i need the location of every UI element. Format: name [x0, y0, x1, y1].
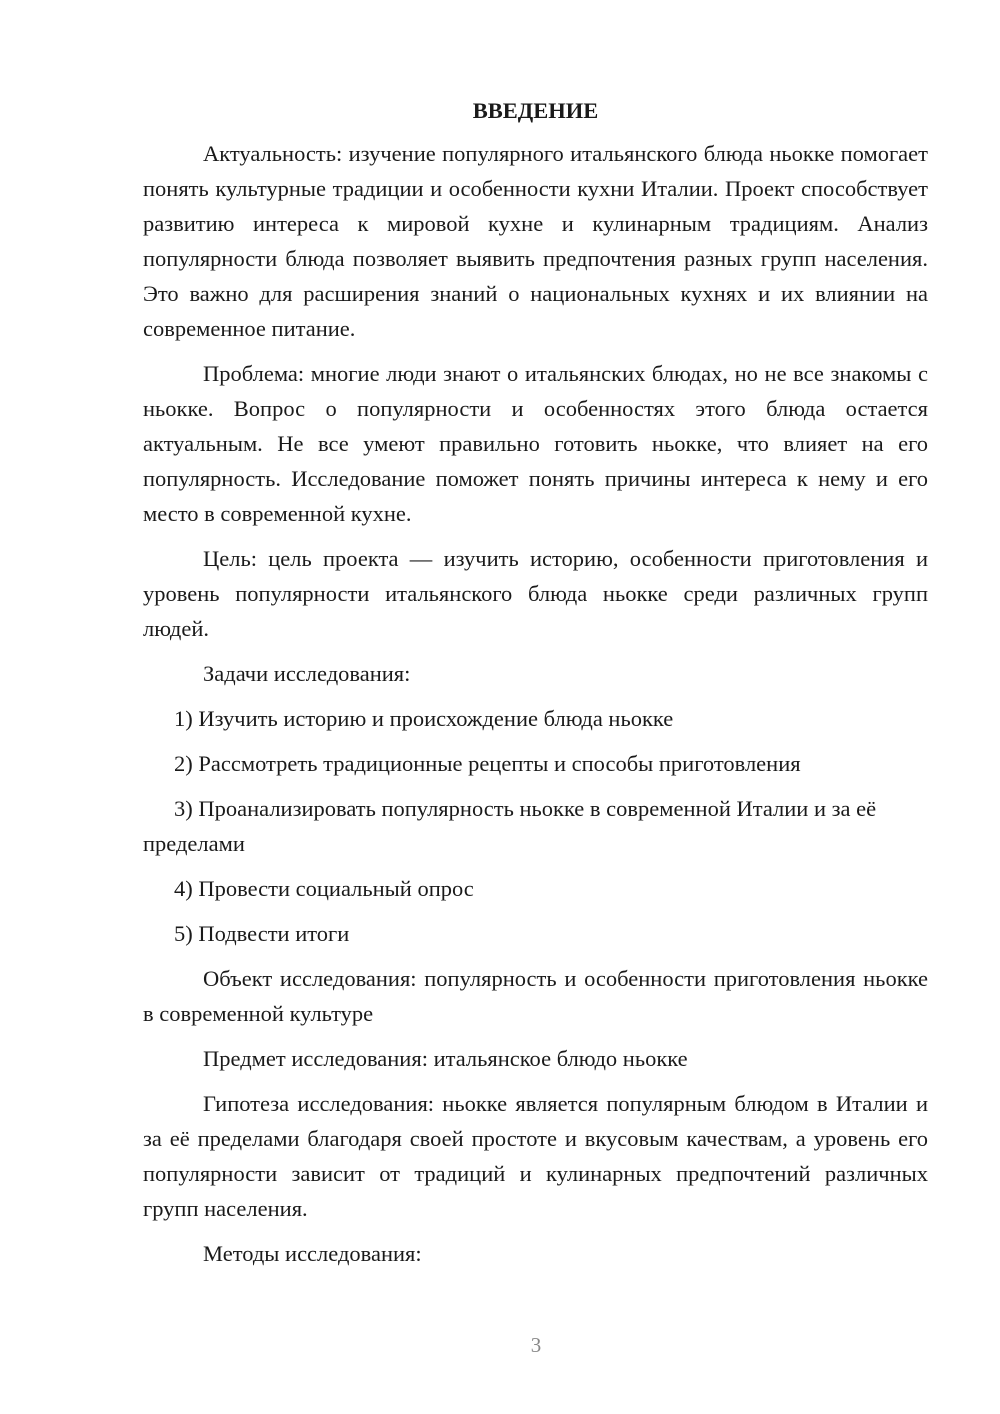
actuality-paragraph: Актуальность: изучение популярного итальянского блюда ньокке помогает понять культурные традиции и особенности кухни Италии. Проект способствует развитию интереса к мировой кухне и кулинарным традициям. Анализ популярности блюда позволяет выявить предпочтения разных групп населения. Это важно для расширения знаний о национальных кухнях и их влиянии на современное питание. — [143, 141, 928, 341]
page-number: 3 — [530, 1333, 542, 1357]
page-content — [143, 96, 928, 1281]
task-item-1: 1) Изучить историю и происхождение блюда ньокке — [174, 706, 674, 731]
hypothesis-paragraph: Гипотеза исследования: ньокке является популярным блюдом в Италии и за её пределами благодаря своей простоте и вкусовым качествам, а уровень его популярности зависит от традиций и кулинарных предпочтений различных групп населения. — [143, 1091, 928, 1221]
goal-paragraph: Цель: цель проекта — изучить историю, особенности приготовления и уровень популярности итальянского блюда ньокке среди различных групп людей. — [143, 546, 928, 641]
subject-paragraph: Предмет исследования: итальянское блюдо ньокке — [203, 1046, 688, 1071]
problem-paragraph: Проблема: многие люди знают о итальянских блюдах, но не все знакомы с ньокке. Вопрос о популярности и особенностях этого блюда остается актуальным. Не все умеют правильно готовить ньокке, что влияет на его популярность. Исследование поможет понять причины интереса к нему и его место в современной кухне. — [143, 361, 928, 526]
task-item-2: 2) Рассмотреть традиционные рецепты и способы приготовления — [174, 751, 801, 776]
task-item-4: 4) Провести социальный опрос — [174, 876, 474, 901]
section-title: ВВЕДЕНИЕ — [472, 98, 599, 123]
object-paragraph: Объект исследования: популярность и особенности приготовления ньокке в современной культуре — [143, 966, 928, 1026]
tasks-heading: Задачи исследования: — [203, 661, 411, 686]
task-item-3: 3) Проанализировать популярность ньокке в современной Италии и за её пределами — [143, 796, 877, 856]
task-item-5: 5) Подвести итоги — [174, 921, 350, 946]
methods-heading: Методы исследования: — [203, 1241, 422, 1266]
